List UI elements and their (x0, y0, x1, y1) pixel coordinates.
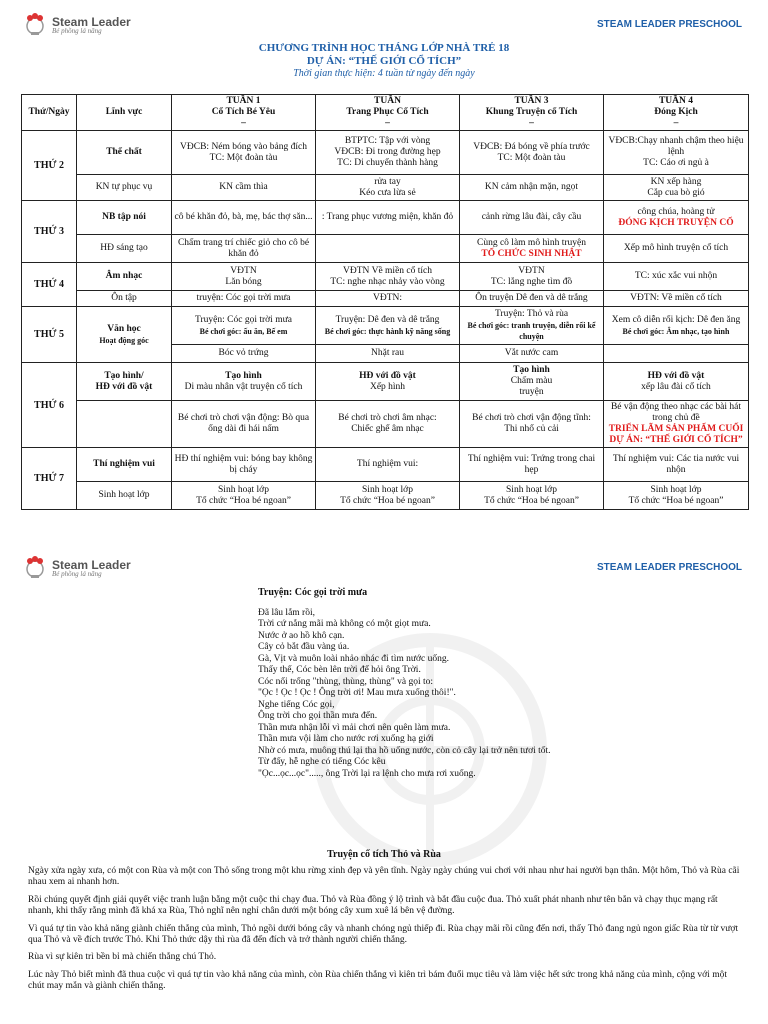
story-line: "Ọc...ọc...ọc"....., ông Trời lại ra lệnh cho mưa rơi xuống. (258, 768, 476, 779)
table-row (22, 235, 749, 263)
day-cell: THỨ 2 (22, 131, 77, 201)
plan-cell (604, 345, 749, 363)
story-paragraph: Ngày xửa ngày xưa, có một con Rùa và một con Thỏ sống trong một khu rừng xinh đẹp và yên tĩnh. Ngày ngày chúng vui chơi với nhau như hai người bạn thân. Một hôm, Thỏ và Rùa cãi nhau xem ai nhanh hơn. (28, 866, 740, 888)
day-cell: THỨ 7 (22, 448, 77, 510)
plan-cell: Tạo hình Chấm màu truyện (460, 363, 604, 401)
plan-cell: Chấm trang trí chiếc giỏ cho cô bé khăn đỏ (172, 235, 316, 263)
plan-cell: Bé chơi trò chơi vận động tĩnh: Thi nhổ củ cải (460, 401, 604, 448)
highlight-text: TỔ CHỨC SINH NHẬT (481, 248, 582, 259)
plan-cell: Sinh hoạt lớp Tổ chức “Hoa bé ngoan” (172, 482, 316, 510)
plan-cell: Bé vận động theo nhạc các bài hát trong chủ đề TRIỂN LÃM SẢN PHẨM CUỐI DỰ ÁN: “THẾ GIỚI CỔ TÍCH” (604, 401, 749, 448)
plan-cell: BTPTC: Tập với vòng VĐCB: Đi trong đường hẹp TC: Di chuyển thành hàng (316, 131, 460, 175)
monthly-plan-table (21, 94, 749, 510)
plan-cell (316, 235, 460, 263)
logo-tagline: Bé phồng lá năng (52, 26, 102, 35)
plan-cell: Bé chơi trò chơi âm nhạc: Chiếc ghế âm nhạc (316, 401, 460, 448)
story-title: Truyện: Cóc gọi trời mưa (258, 587, 368, 598)
table-row (22, 291, 749, 307)
story-paragraph: Rồi chúng quyết định giải quyết việc tranh luận bằng một cuộc thi chạy đua. Thỏ và Rùa đồng ý lộ trình và bắt đầu cuộc đua. Thỏ xuất phát nhanh như tên bắn và chạy thục mạng rất nhanh, khi thấy rằng mình đã khá xa Rùa, Thỏ nghĩ nên nghỉ chân dưới một bóng cây xum xuê lá bên vệ đường. (28, 894, 718, 917)
header-week-1: TUẦN 1 Cổ Tích Bé Yêu – (172, 95, 316, 131)
logo-emblem-icon (22, 12, 48, 38)
area-cell (77, 401, 172, 448)
story-line: Ông trời cho gọi thần mưa đến. (258, 711, 378, 721)
area-cell: Sinh hoạt lớp (77, 482, 172, 510)
plan-cell: công chúa, hoàng tử ĐÓNG KỊCH TRUYỆN CỔ (604, 201, 749, 235)
plan-cell: cô bé khăn đỏ, bà, mẹ, bác thợ săn... (172, 201, 316, 235)
area-cell: Âm nhạc (77, 263, 172, 291)
story-line: Nghe tiếng Cóc gọi, (258, 699, 335, 710)
header-week-4: TUẦN 4 Đóng Kịch – (604, 95, 749, 131)
plan-cell: Xem cô diễn rối kịch: Dê đen ăng Bé chơi góc: Âm nhạc, tạo hình (604, 307, 749, 345)
plan-cell: Sinh hoạt lớp Tổ chức “Hoa bé ngoan” (604, 482, 749, 510)
plan-cell: Truyện: Dê đen và dê trắng Bé chơi góc: thực hành kỹ năng sống (316, 307, 460, 345)
story-line: Nhờ có mưa, muông thú lại tha hồ uống nước, còn cỏ cây lại trở nên tươi tốt. (258, 745, 551, 756)
area-cell: Ôn tập (77, 291, 172, 307)
area-cell: Văn học Hoạt động góc (77, 307, 172, 363)
story-line: Đã lâu lắm rồi, (258, 607, 315, 618)
school-logo (22, 12, 131, 38)
story-line: Từ đấy, hễ nghe có tiếng Cóc kêu (258, 757, 386, 767)
table-header-row (22, 95, 749, 131)
story-coc-goi-troi-mua (258, 587, 678, 780)
story-title: Truyện cổ tích Thỏ và Rùa (327, 849, 441, 860)
area-cell: KN tự phục vụ (77, 175, 172, 201)
day-cell: THỨ 5 (22, 307, 77, 363)
plan-cell: VĐTN Lăn bóng (172, 263, 316, 291)
highlight-text: TRIỂN LÃM SẢN PHẨM CUỐI DỰ ÁN: “THẾ GIỚI CỔ TÍCH” (608, 424, 744, 445)
plan-cell: VĐCB: Đá bóng về phía trước TC: Một đoàn tàu (460, 131, 604, 175)
area-cell: Tạo hình/ HĐ với đồ vật (77, 363, 172, 401)
story-paragraph: Lúc này Thỏ biết mình đã thua cuộc vì quá tự tin vào khả năng của mình, còn Rùa chiến thắng vì kiên trì bám đuổi mục tiêu và làm việc hết sức trong khả năng của mình, cộng với một chút may mắn và giành chiến thắng. (28, 969, 727, 992)
plan-cell: Thí nghiệm vui: (316, 448, 460, 482)
plan-cell: HĐ thí nghiệm vui: bóng bay không bị cháy (172, 448, 316, 482)
story-line: Cây cỏ bắt đầu vàng úa. (258, 642, 350, 652)
plan-cell: VĐCB:Chạy nhanh chậm theo hiệu lệnh TC: Cáo ơi ngủ à (604, 131, 749, 175)
table-row (22, 263, 749, 291)
area-cell: NB tập nói (77, 201, 172, 235)
plan-cell: truyện: Cóc gọi trời mưa (172, 291, 316, 307)
plan-cell: Nhặt rau (316, 345, 460, 363)
plan-cell: Vắt nước cam (460, 345, 604, 363)
plan-cell: Xếp mô hình truyện cổ tích (604, 235, 749, 263)
area-cell: Thí nghiệm vui (77, 448, 172, 482)
area-cell: Thể chất (77, 131, 172, 175)
plan-cell: rửa tay Kéo cưa lừa sẻ (316, 175, 460, 201)
plan-cell: KN cầm thìa (172, 175, 316, 201)
plan-cell: HĐ với đồ vật xếp lâu đài cổ tích (604, 363, 749, 401)
project-title: DỰ ÁN: “THẾ GIỚI CỔ TÍCH” (306, 55, 462, 67)
table-row (22, 401, 749, 448)
plan-cell: Cùng cô làm mô hình truyện TỔ CHỨC SINH NHẬT (460, 235, 604, 263)
story-paragraph: Vì quá tự tin vào khả năng giành chiến thắng của mình, Thỏ ngồi dưới bóng cây và nhanh chóng ngủ thiếp đi. Rùa chạy mãi rồi cũng đến nơi, thấy Thỏ đang ngủ ngon giấc Rùa từ từ vượt qua Thỏ và về đích trước Thỏ. Khi Thỏ thức dậy thì rùa đã đến đích và trở thành người chiến thắng. (28, 923, 739, 946)
school-name: STEAM LEADER PRESCHOOL (596, 19, 742, 30)
table-row (22, 482, 749, 510)
story-line: Thần mưa vội làm cho nước rơi xuống hạ giới (258, 734, 434, 744)
header-area: Lĩnh vực (77, 95, 172, 131)
header-week-3: TUẦN 3 Khung Truyện cổ Tích – (460, 95, 604, 131)
plan-cell: Bóc vỏ trứng (172, 345, 316, 363)
plan-cell: cảnh rừng lâu đài, cây cầu (460, 201, 604, 235)
table-row (22, 448, 749, 482)
plan-cell: Tạo hình Di màu nhân vật truyện cổ tích (172, 363, 316, 401)
header-week-2: TUẦN Trang Phục Cổ Tích – (316, 95, 460, 131)
highlight-text: ĐÓNG KỊCH TRUYỆN CỔ (618, 217, 734, 228)
story-line: "Ọc ! Ọc ! Ọc ! Ông trời ơi! Mau mưa xuống thôi!". (258, 688, 456, 698)
logo-tagline: Bé phồng lá năng (52, 569, 102, 578)
area-cell: HĐ sáng tạo (77, 235, 172, 263)
plan-cell: Sinh hoạt lớp Tổ chức “Hoa bé ngoan” (460, 482, 604, 510)
plan-cell: TC: xúc xắc vui nhộn (604, 263, 749, 291)
plan-cell: Sinh hoạt lớp Tổ chức “Hoa bé ngoan” (316, 482, 460, 510)
story-paragraph: Rùa vì sự kiên trì bền bỉ mà chiến thắng chú Thỏ. (28, 952, 217, 963)
plan-cell: Thí nghiệm vui: Trứng trong chai hẹp (460, 448, 604, 482)
plan-cell: KN xếp hàng Cắp cua bò gió (604, 175, 749, 201)
plan-cell: KN cảm nhận mặn, ngọt (460, 175, 604, 201)
story-line: Cóc nổi trống "thùng, thùng, thùng" và gọi to: (258, 676, 434, 687)
plan-cell: HĐ với đồ vật Xếp hình (316, 363, 460, 401)
table-row (22, 201, 749, 235)
plan-cell: VĐTN Về miền cổ tích TC: nghe nhạc nhảy vào vòng (316, 263, 460, 291)
plan-cell: Thí nghiệm vui: Các tia nước vui nhộn (604, 448, 749, 482)
plan-cell: Truyện: Cóc gọi trời mưa Bé chơi góc: ấu ăn, Bế em (172, 307, 316, 345)
story-line: Thần mưa nhận lỗi vì mải chơi nên quên làm mưa. (258, 722, 451, 733)
story-line: Thấy thế, Cóc bèn lên trời để hỏi ông Trời. (258, 665, 421, 675)
story-line: Nước ở ao hồ khô cạn. (258, 630, 345, 641)
logo-name: Steam Leader (52, 557, 131, 572)
story-tho-va-rua (28, 866, 740, 999)
plan-cell: Truyện: Thỏ và rùa Bé chơi góc: tranh truyện, diễn rối kể chuyện (460, 307, 604, 345)
plan-title: CHƯƠNG TRÌNH HỌC THÁNG LỚP NHÀ TRẺ 18 (258, 42, 510, 54)
logo-name: Steam Leader (52, 14, 131, 29)
logo-emblem-icon (22, 555, 48, 581)
plan-cell: VĐTN TC: lắng nghe tìm đồ (460, 263, 604, 291)
day-cell: THỨ 4 (22, 263, 77, 307)
plan-cell: VĐCB: Ném bóng vào bảng đích TC: Một đoàn tàu (172, 131, 316, 175)
plan-cell: : Trang phục vương miện, khăn đỏ (316, 201, 460, 235)
table-row (22, 363, 749, 401)
school-logo-page-2 (22, 555, 131, 581)
day-cell: THỨ 3 (22, 201, 77, 263)
plan-cell: VĐTN: (316, 291, 460, 307)
day-cell: THỨ 6 (22, 363, 77, 448)
school-name-page-2: STEAM LEADER PRESCHOOL (596, 562, 742, 573)
header-day: Thứ/Ngày (22, 95, 77, 131)
table-row (22, 307, 749, 345)
story-line: Gà, Vịt và muôn loài nhảo nhác đi tìm nước uống. (258, 653, 449, 664)
table-row (22, 131, 749, 175)
story-line: Trời cứ nắng mãi mà không có một giọt mưa. (258, 619, 431, 629)
plan-cell: Bé chơi trò chơi vận động: Bò qua ống dài đi hái nấm (172, 401, 316, 448)
time-range: Thời gian thực hiện: 4 tuần từ ngày đến ngày (293, 68, 475, 79)
table-row (22, 175, 749, 201)
plan-cell: Ôn truyện Dê đen và dê trắng (460, 291, 604, 307)
plan-cell: VĐTN: Về miền cổ tích (604, 291, 749, 307)
